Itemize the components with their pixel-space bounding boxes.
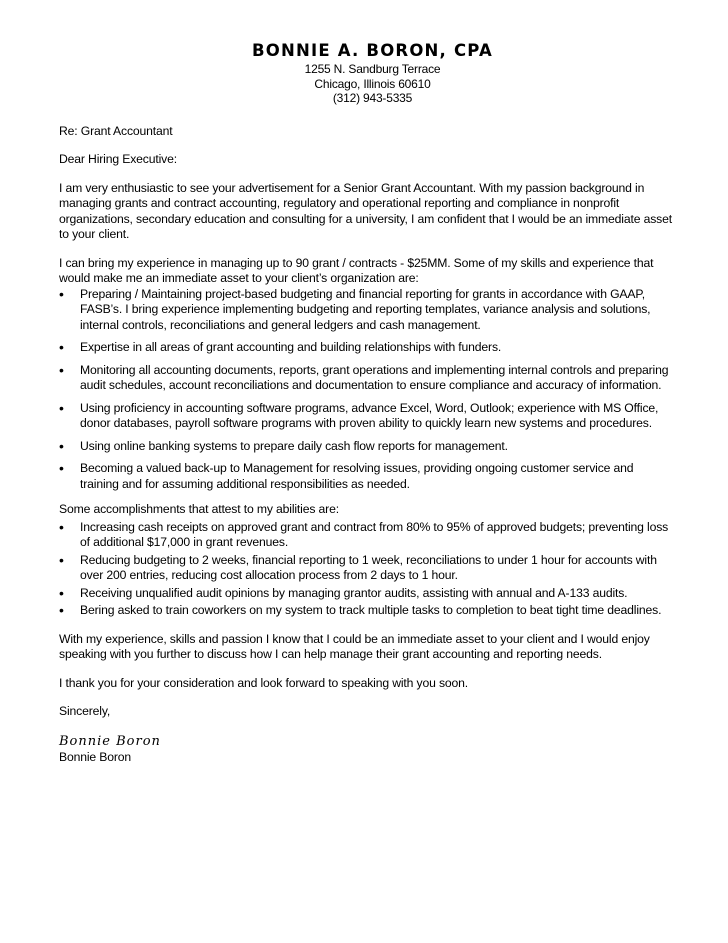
handwritten-signature: Bonnie Boron xyxy=(59,733,161,749)
letterhead xyxy=(65,40,680,106)
skills-intro-paragraph: I can bring my experience in managing up to 90 grant / contracts - $25MM. Some of my skills and experience that would make me an immediate asset to your client’s organization are: xyxy=(59,255,654,285)
intro-paragraph: I am very enthusiastic to see your advertisement for a Senior Grant Accountant. With my passion background in managing grants and contract accounting, regulatory and operational reporting and compliance in nonprofit organizations, secondary education and consulting for a university, I am confident that I would be an immediate asset to your client. xyxy=(59,180,672,241)
list-item xyxy=(59,287,674,334)
sender-name: BONNIE A. BORON, CPA xyxy=(251,41,494,60)
re-line: Re: Grant Accountant xyxy=(59,123,173,138)
list-item xyxy=(59,520,674,551)
bullet-icon: • xyxy=(59,361,64,378)
accomplishments-intro: Some accomplishments that attest to my abilities are: xyxy=(59,502,339,516)
accomplishment-text: Bering asked to train coworkers on my system to track multiple tasks to completion to beat tight time deadlines. xyxy=(80,603,662,617)
bullet-icon: • xyxy=(59,551,64,568)
list-item xyxy=(59,461,674,492)
address-line-2: Chicago, Illinois 60610 xyxy=(314,76,431,91)
bullet-icon: • xyxy=(59,602,64,618)
bullet-icon: • xyxy=(59,285,64,302)
accomplishment-text: Increasing cash receipts on approved grant and contract from 80% to 95% of approved budgets; preventing loss of additional $17,000 in grant revenues. xyxy=(80,519,669,549)
thanks-paragraph: I thank you for your consideration and look forward to speaking with you soon. xyxy=(59,675,469,690)
bullet-icon: • xyxy=(59,437,64,454)
accomplishments-list xyxy=(59,520,674,619)
bullet-icon: • xyxy=(59,339,64,355)
list-item xyxy=(59,363,674,394)
cover-letter xyxy=(59,40,674,765)
list-item xyxy=(59,401,674,432)
skills-list xyxy=(59,287,674,493)
skill-text: Using proficiency in accounting software programs, advance Excel, Word, Outlook; experience with MS Office, donor databases, payroll software programs with proven ability to quickly learn new systems and procedures. xyxy=(80,400,659,430)
list-item xyxy=(59,439,674,455)
skill-text: Monitoring all accounting documents, reports, grant operations and implementing internal controls and preparing audit schedules, account reconciliations and documentation to ensure compliance and accuracy of information. xyxy=(80,362,669,392)
skill-text: Expertise in all areas of grant accounting and building relationships with funders. xyxy=(80,340,502,354)
bullet-icon: • xyxy=(59,460,64,476)
list-item xyxy=(59,340,674,356)
bullet-icon: • xyxy=(59,399,64,416)
phone-number: (312) 943-5335 xyxy=(332,91,413,105)
list-item xyxy=(59,553,674,584)
address-line-1: 1255 N. Sandburg Terrace xyxy=(304,62,441,76)
skill-text: Using online banking systems to prepare daily cash flow reports for management. xyxy=(80,438,508,453)
signer-name: Bonnie Boron xyxy=(59,749,132,764)
accomplishment-text: Reducing budgeting to 2 weeks, financial reporting to 1 week, reconciliations to under 1 hour for accounts with over 200 entries, reducing cost allocation process from 2 days to 1 hour. xyxy=(80,552,657,582)
list-item xyxy=(59,603,674,619)
closing-paragraph: With my experience, skills and passion I know that I could be an immediate asset to your client and I would enjoy speaking with you further to discuss how I can help manage their grant accounting and reporting needs. xyxy=(59,631,650,661)
sign-off: Sincerely, xyxy=(59,704,111,718)
skill-text: Preparing / Maintaining project-based budgeting and financial reporting for grants in accordance with GAAP, FASB’s. I bring experience implementing budgeting and reporting templates, variance analysis and solutions, internal controls, reconciliations and general ledgers and cash management. xyxy=(80,286,651,332)
bullet-icon: • xyxy=(59,518,64,535)
skill-text: Becoming a valued back-up to Management for resolving issues, providing ongoing customer service and training and for assuming additional responsibilities as needed. xyxy=(80,461,634,491)
accomplishment-text: Receiving unqualified audit opinions by managing grantor audits, assisting with annual and A-133 audits. xyxy=(80,585,628,600)
bullet-icon: • xyxy=(59,584,64,601)
greeting: Dear Hiring Executive: xyxy=(59,152,177,166)
list-item xyxy=(59,586,674,602)
